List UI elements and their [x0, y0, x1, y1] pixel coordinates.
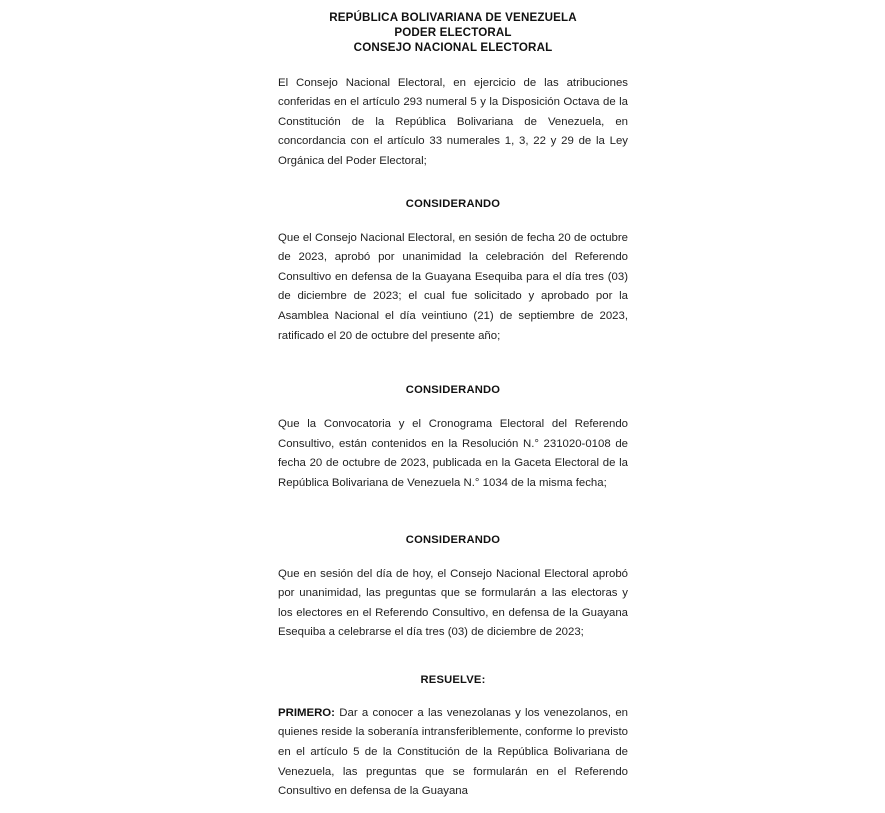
considerando-paragraph-2: Que la Convocatoria y el Cronograma Electoral del Referendo Consultivo, están contenidos en la Resolución N.° 231020-0108 de fecha 20 de octubre de 2023, publicada en la Gaceta Electoral de la República Bolivariana de Venezuela N.° 1034 de la misma fecha;: [278, 418, 628, 489]
header-line-republic: REPÚBLICA BOLIVARIANA DE VENEZUELA: [329, 11, 577, 24]
primero-text: Dar a conocer a las venezolanas y los venezolanos, en quienes reside la soberanía intransferiblemente, conforme lo previsto en el artículo 5 de la Constitución de la República Bolivariana de Venezuela, las preguntas que se formularán en el Referendo Consultivo en defensa de la Guayana: [278, 706, 628, 798]
considerando-heading-2: CONSIDERANDO: [405, 384, 501, 397]
resuelve-heading: RESUELVE:: [420, 673, 486, 686]
document-text-column: [278, 10, 628, 813]
intro-paragraph: El Consejo Nacional Electoral, en ejercicio de las atribuciones conferidas en el artículo 293 numeral 5 y la Disposición Octava de la Constitución de la República Bolivariana de Venezuela, en concordancia con el artículo 33 numerales 1, 3, 22 y 29 de la Ley Orgánica del Poder Electoral;: [278, 76, 628, 167]
header-line-consejo-nacional-electoral: CONSEJO NACIONAL ELECTORAL: [353, 41, 553, 55]
primero-paragraph: [278, 704, 628, 802]
considerando-paragraph-3: Que en sesión del día de hoy, el Consejo Nacional Electoral aprobó por unanimidad, las preguntas que se formularán a las electoras y los electores en el Referendo Consultivo, en defensa de la Guayana Esequiba a celebrarse el día tres (03) de diciembre de 2023;: [278, 567, 628, 639]
considerando-heading-3: CONSIDERANDO: [405, 533, 501, 546]
considerando-paragraph-1: Que el Consejo Nacional Electoral, en sesión de fecha 20 de octubre de 2023, aprobó por unanimidad la celebración del Referendo Consultivo en defensa de la Guayana Esequiba para el día tres (03) de diciembre de 2023; el cual fue solicitado y aprobado por la Asamblea Nacional el día veintiuno (21) de septiembre de 2023, ratificado el 20 de octubre del presente año;: [278, 231, 628, 342]
header-line-poder-electoral: PODER ELECTORAL: [394, 26, 512, 40]
primero-label: PRIMERO:: [278, 706, 335, 719]
document-header: [278, 10, 628, 56]
considerando-heading-1: CONSIDERANDO: [405, 197, 501, 210]
